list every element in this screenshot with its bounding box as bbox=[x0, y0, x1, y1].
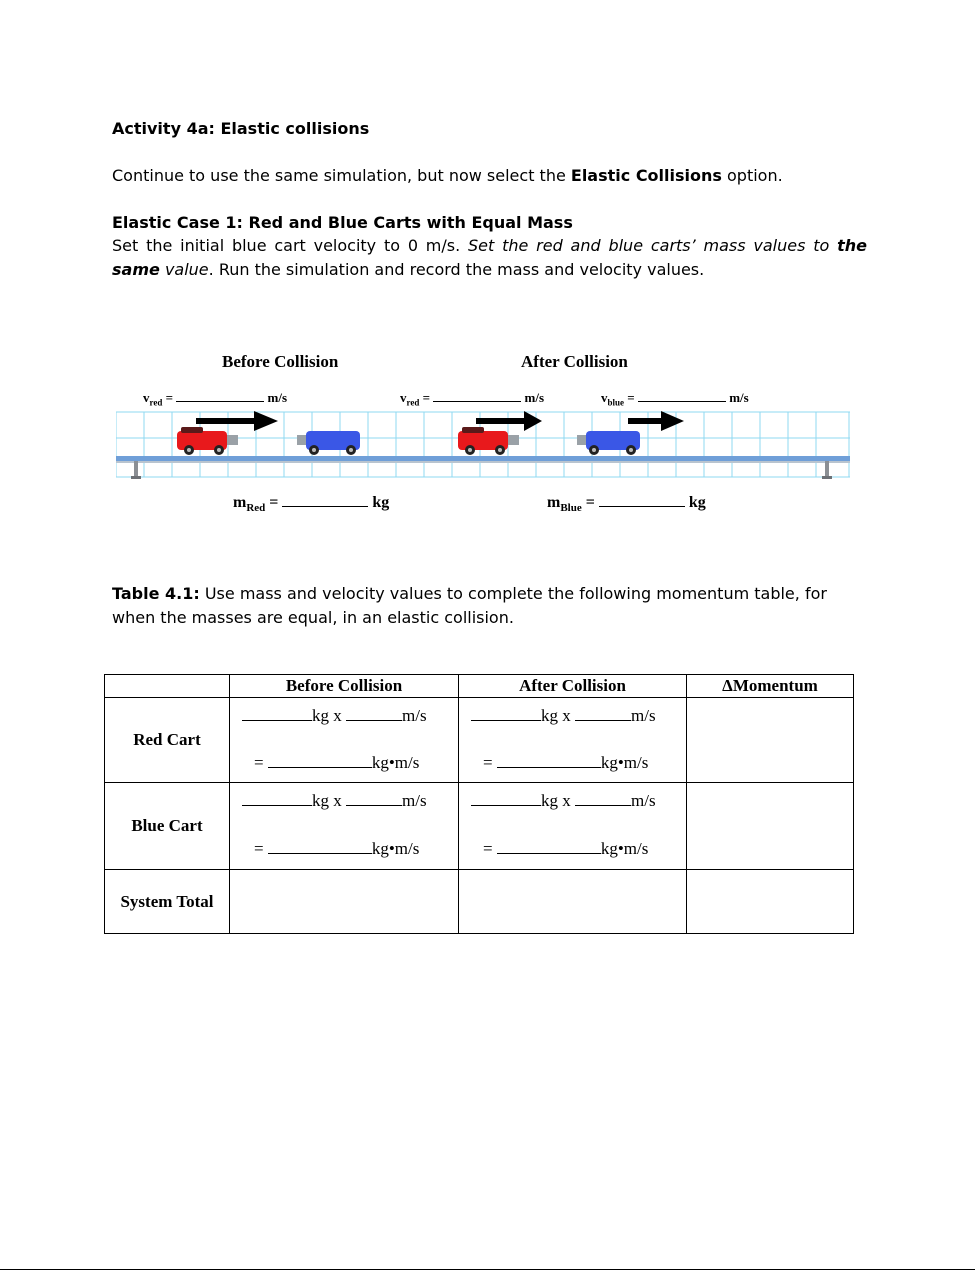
table-header-after: After Collision bbox=[459, 675, 687, 698]
case-instructions: Set the initial blue cart velocity to 0 m/s. Set the red and blue carts’ mass values to the same value. Run the simulation and record the mass and velocity values. bbox=[112, 236, 868, 279]
m-blue-blank[interactable] bbox=[599, 494, 685, 507]
intro-text: Continue to use the same simulation, but now select the Elastic Collisions option. bbox=[112, 166, 783, 185]
blue-delta-cell[interactable] bbox=[687, 783, 854, 870]
v-red-before-blank[interactable] bbox=[176, 389, 264, 402]
figure-after-title: After Collision bbox=[521, 352, 628, 371]
v-red-after-label: $v_{red} = m/s$ bbox=[400, 390, 545, 408]
table-intro: Table 4.1: Use mass and velocity values to complete the following momentum table, for when the masses are equal, in an elastic collision. bbox=[112, 584, 827, 627]
v-blue-after-blank[interactable] bbox=[638, 389, 726, 402]
case-title: Elastic Case 1: Red and Blue Carts with Equal Mass bbox=[112, 213, 573, 232]
v-blue-after-label: $v_{blue} = m/s$ bbox=[601, 390, 749, 408]
table-header-blank bbox=[105, 675, 230, 698]
blue-before-cell[interactable]: kg x m/s = kg•m/s bbox=[230, 783, 459, 870]
total-delta-cell[interactable] bbox=[687, 870, 854, 934]
m-red-blank[interactable] bbox=[282, 494, 368, 507]
total-before-cell[interactable] bbox=[230, 870, 459, 934]
v-red-before-label: $v_{red} = m/s$ bbox=[143, 390, 288, 408]
blue-after-cell[interactable]: kg x m/s = kg•m/s bbox=[459, 783, 687, 870]
momentum-table bbox=[104, 674, 854, 934]
row-label-red-cart: Red Cart bbox=[105, 698, 230, 783]
red-delta-cell[interactable] bbox=[687, 698, 854, 783]
activity-title: Activity 4a: Elastic collisions bbox=[112, 119, 370, 138]
red-after-cell[interactable]: kg x m/s = kg•m/s bbox=[459, 698, 687, 783]
table-header-before: Before Collision bbox=[230, 675, 459, 698]
row-label-blue-cart: Blue Cart bbox=[105, 783, 230, 870]
m-red-label: $m_{Red}$ = kg bbox=[233, 494, 390, 515]
total-after-cell[interactable] bbox=[459, 870, 687, 934]
page-bottom-rule bbox=[0, 1269, 975, 1270]
v-red-after-blank[interactable] bbox=[433, 389, 521, 402]
row-label-system-total: System Total bbox=[105, 870, 230, 934]
m-blue-label: $m_{Blue}$ = kg bbox=[547, 494, 706, 515]
figure-before-title: Before Collision bbox=[222, 352, 339, 371]
simulation-figure bbox=[116, 408, 850, 484]
red-before-cell[interactable]: kg x m/s = kg•m/s bbox=[230, 698, 459, 783]
table-header-delta: ΔMomentum bbox=[687, 675, 854, 698]
